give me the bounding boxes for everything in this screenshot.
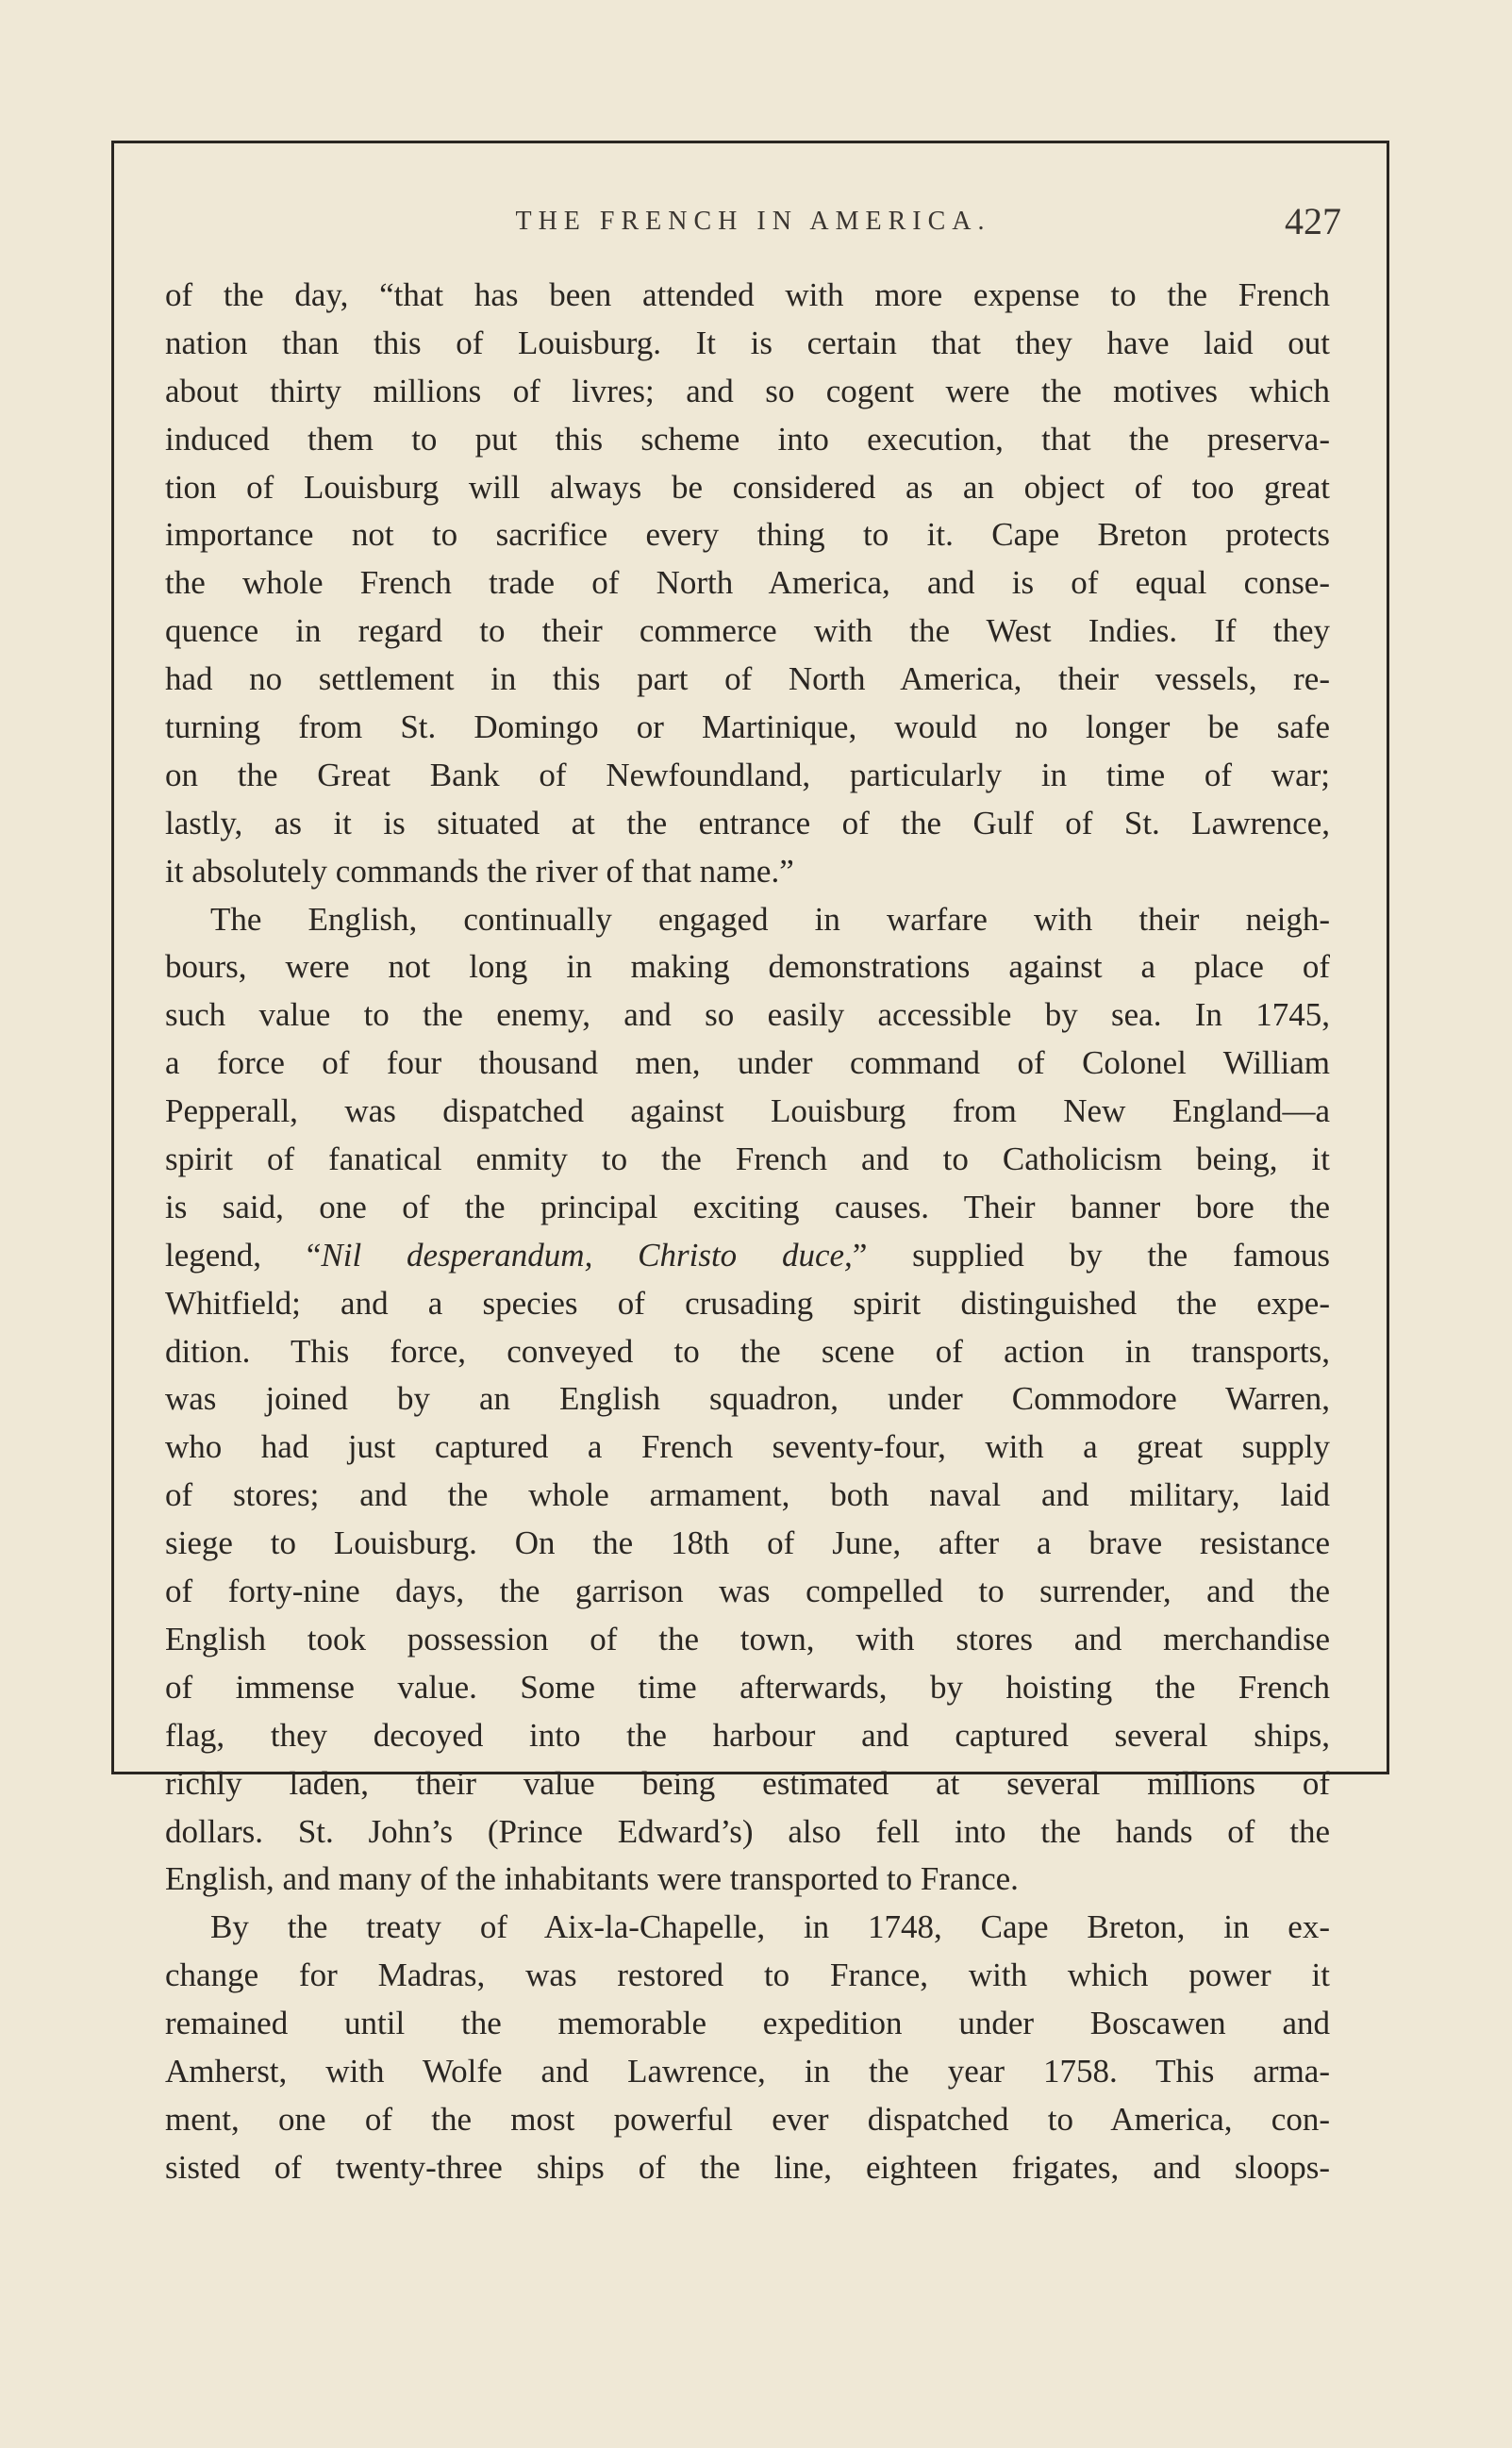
text-line: By the treaty of Aix-la-Chapelle, in 1748, Cape Breton, in ex- [210, 1908, 1330, 1946]
text-line: who had just captured a French seventy-four, with a great supply [165, 1428, 1330, 1466]
text-line: of stores; and the whole armament, both naval and military, laid [165, 1476, 1330, 1514]
text-line: flag, they decoyed into the harbour and captured several ships, [165, 1716, 1330, 1754]
text-line: spirit of fanatical enmity to the French and to Catholicism being, it [165, 1141, 1330, 1178]
text-line: nation than this of Louisburg. It is certain that they have laid out [165, 324, 1330, 361]
text-line: a force of four thousand men, under command of Colonel William [165, 1044, 1330, 1082]
text-line: dition. This force, conveyed to the scene of action in transports, [165, 1332, 1330, 1370]
text-line: siege to Louisburg. On the 18th of June, after a brave resistance [165, 1524, 1330, 1562]
text-line: the whole French trade of North America, and is of equal conse- [165, 564, 1330, 602]
text-line: had no settlement in this part of North America, their vessels, re- [165, 660, 1330, 698]
running-title: THE FRENCH IN AMERICA. [515, 207, 991, 236]
text-line: of the day, “that has been attended with more expense to the French [165, 276, 1330, 313]
text-line: English, and many of the inhabitants were transported to France. [165, 1860, 1019, 1898]
text-line: on the Great Bank of Newfoundland, particularly in time of war; [165, 756, 1330, 793]
text-line: sisted of twenty-three ships of the line, eighteen frigates, and sloops- [165, 2148, 1330, 2186]
body-text [165, 272, 1330, 2192]
italic-phrase: Nil desperandum, Christo duce, [321, 1236, 853, 1274]
text-line: turning from St. Domingo or Martinique, would no longer be safe [165, 708, 1330, 746]
text-line: was joined by an English squadron, under Commodore Warren, [165, 1380, 1330, 1418]
text-line: induced them to put this scheme into execution, that the preserva- [165, 420, 1330, 458]
text-line [165, 1232, 1330, 1280]
text-line: Amherst, with Wolfe and Lawrence, in the year 1758. This arma- [165, 2052, 1330, 2090]
text-line: it absolutely commands the river of that name.” [165, 852, 794, 890]
text-line: is said, one of the principal exciting causes. Their banner bore the [165, 1188, 1330, 1225]
text-line: quence in regard to their commerce with the West Indies. If they [165, 612, 1330, 650]
text-line: Pepperall, was dispatched against Louisburg from New England—a [165, 1092, 1330, 1130]
text-line: such value to the enemy, and so easily accessible by sea. In 1745, [165, 996, 1330, 1034]
text-line: of immense value. Some time afterwards, by hoisting the French [165, 1668, 1330, 1706]
text-line: of forty-nine days, the garrison was compelled to surrender, and the [165, 1573, 1330, 1610]
text-fragment: ” supplied by the famous [852, 1236, 1330, 1274]
text-line: bours, were not long in making demonstrations against a place of [165, 948, 1330, 986]
text-line: Whitfield; and a species of crusading spirit distinguished the expe- [165, 1284, 1330, 1322]
text-fragment: legend, “ [165, 1236, 322, 1274]
text-line: importance not to sacrifice every thing to it. Cape Breton protects [165, 516, 1330, 554]
text-line: lastly, as it is situated at the entrance of the Gulf of St. Lawrence, [165, 804, 1330, 841]
text-line: richly laden, their value being estimated at several millions of [165, 1764, 1330, 1802]
text-line: tion of Louisburg will always be considered as an object of too great [165, 468, 1330, 506]
text-line: remained until the memorable expedition under Boscawen and [165, 2005, 1330, 2042]
page-number: 427 [1285, 200, 1341, 242]
text-line: change for Madras, was restored to France, with which power it [165, 1957, 1330, 1994]
text-line: The English, continually engaged in warfare with their neigh- [210, 900, 1330, 938]
text-line: ment, one of the most powerful ever dispatched to America, con- [165, 2100, 1330, 2138]
text-line: English took possession of the town, with stores and merchandise [165, 1620, 1330, 1657]
running-header [165, 193, 1341, 250]
text-line: about thirty millions of livres; and so cogent were the motives which [165, 372, 1330, 409]
text-line: dollars. St. John’s (Prince Edward’s) also fell into the hands of the [165, 1812, 1330, 1850]
